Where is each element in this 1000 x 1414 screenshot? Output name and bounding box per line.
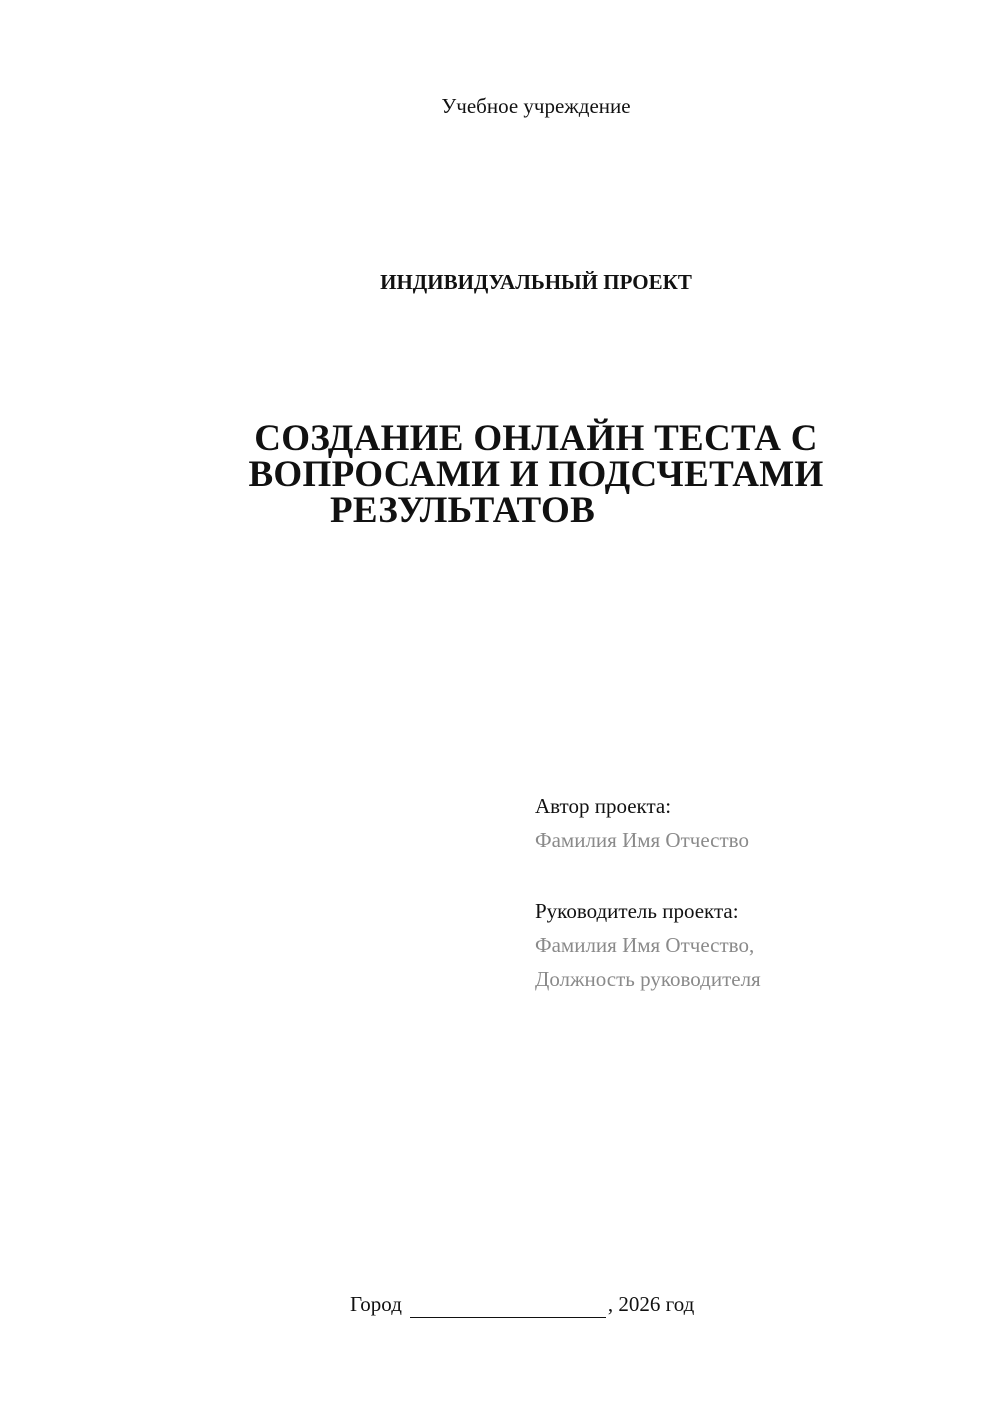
institution-name: Учебное учреждение (441, 94, 631, 118)
year-text: , 2026 год (607, 1292, 695, 1316)
project-type-heading: ИНДИВИДУАЛЬНЫЙ ПРОЕКТ (380, 270, 692, 294)
supervisor-position-placeholder: Должность руководителя (535, 967, 761, 991)
city-label: Город (350, 1292, 402, 1316)
project-title (0, 418, 1000, 531)
project-title-line: РЕЗУЛЬТАТОВ (329, 490, 596, 531)
author-label: Автор проекта: (535, 794, 672, 818)
project-title-line: СОЗДАНИЕ ОНЛАЙН ТЕСТА С (254, 418, 818, 459)
supervisor-name-placeholder: Фамилия Имя Отчество, (535, 933, 755, 957)
city-year-line (350, 1290, 694, 1318)
project-title-line: ВОПРОСАМИ И ПОДСЧЕТАМИ (248, 454, 824, 495)
city-blank-underline (410, 1295, 606, 1318)
project-credits (535, 789, 761, 996)
supervisor-label: Руководитель проекта: (535, 899, 739, 923)
credits-spacer (535, 857, 761, 894)
author-name-placeholder: Фамилия Имя Отчество (535, 828, 749, 852)
